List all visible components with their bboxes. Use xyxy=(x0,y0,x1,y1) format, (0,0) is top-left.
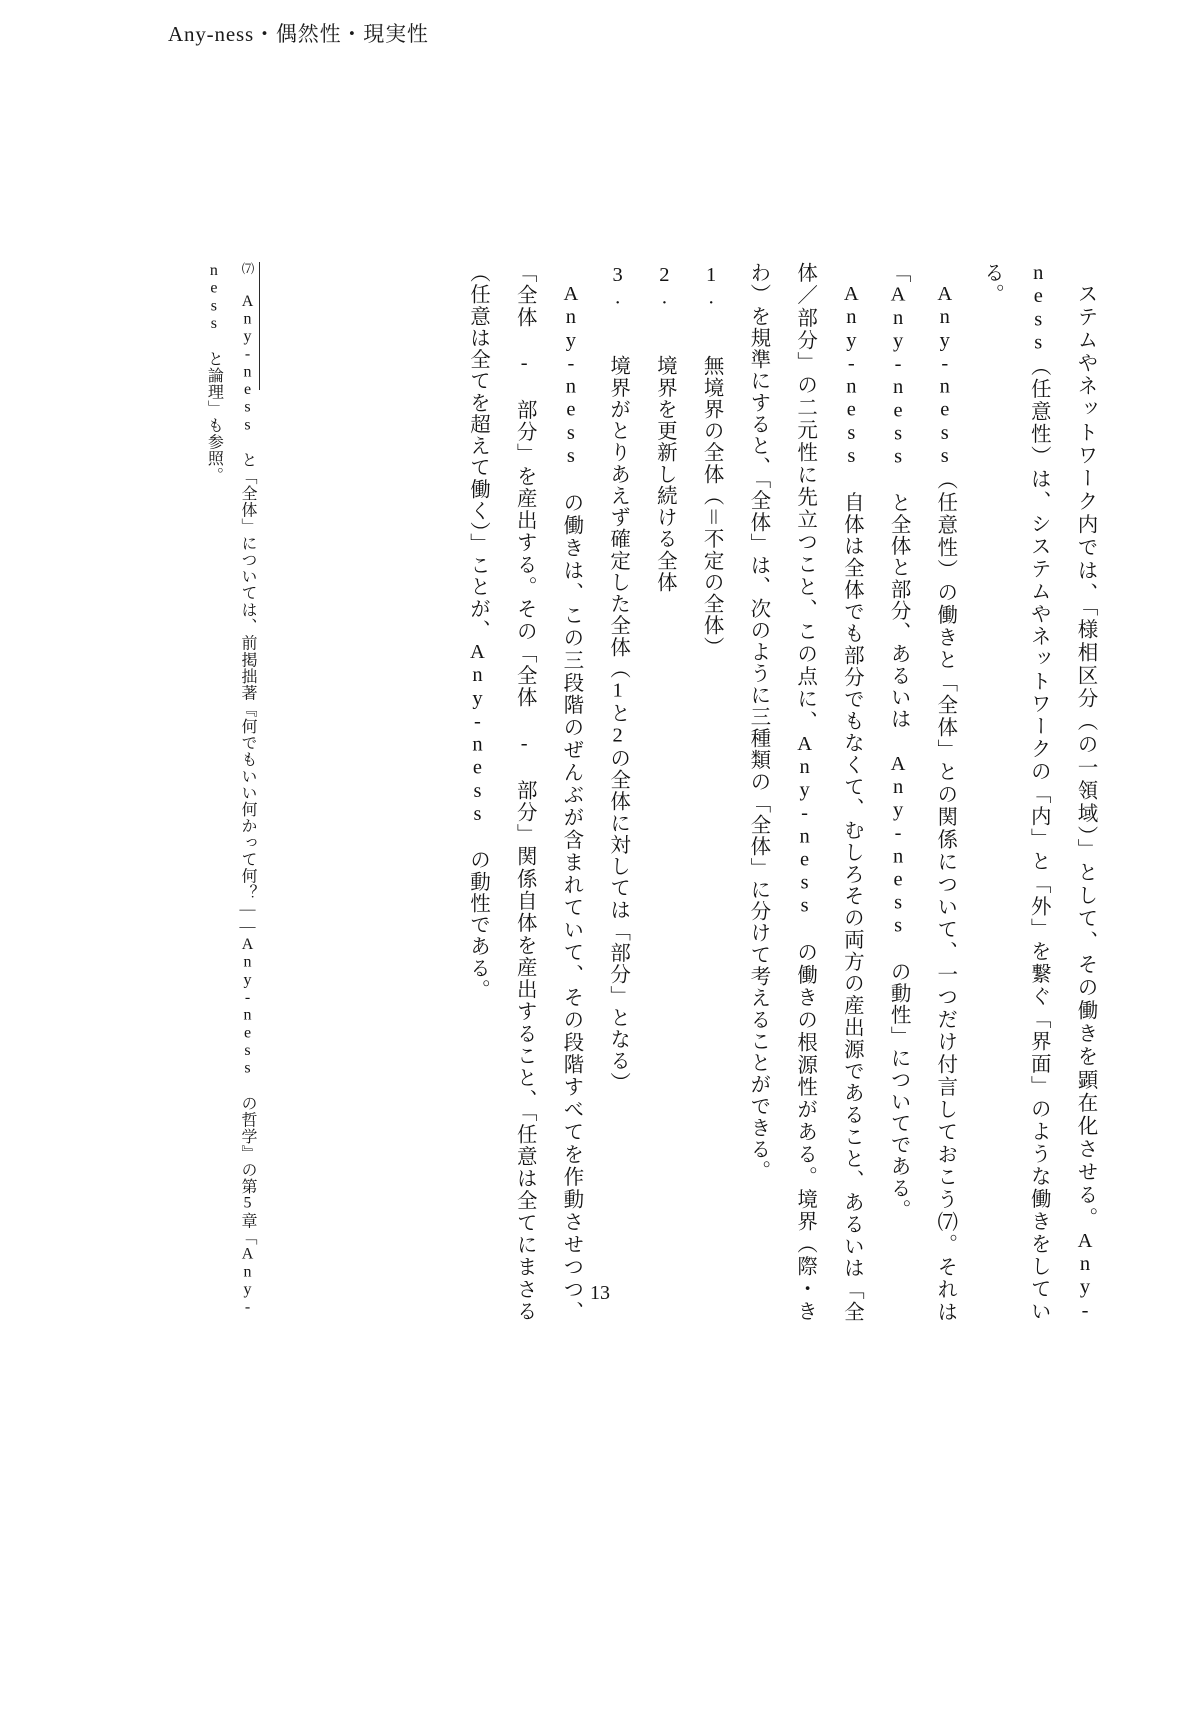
list-item xyxy=(594,262,641,1322)
body-paragraph-4: Any-ness の働きは、この三段階のぜんぶが含まれていて、その段階すべてを作動させつつ、「全体 - 部分」を産出する。その「全体 - 部分」関係自体を産出すること、「任意は全てにまさる（任意は全てを超えて働く）」ことが、Any-ness の動性である。 xyxy=(466,262,582,1322)
footnote-rule xyxy=(259,262,260,390)
list-item-label: 境界を更新し続ける全体 xyxy=(653,355,676,594)
list-item xyxy=(641,262,688,1322)
footnote-block xyxy=(152,262,264,1322)
list-item-number: 1. xyxy=(700,264,723,309)
footnote-entry xyxy=(197,262,264,1322)
body-text-vertical xyxy=(248,262,1108,1322)
body-paragraph-3: Any-ness 自体は全体でも部分でもなくて、むしろその両方の産出源であること、あるいは「全体／部分」の二元性に先立つこと、この点に、Any-ness の働きの根源性がある。境界（際・きわ）を規準にすると、「全体」は、次のように三種類の「全体」に分けて考えることができる。 xyxy=(746,262,863,1322)
body-paragraph-2: Any-ness（任意性）の働きと「全体」との関係について、一つだけ付言しておこう⑺。それは「Any-ness と全体と部分、あるいは Any-ness の動性」についてである。 xyxy=(887,262,956,1322)
footnote-marker: ⑺ xyxy=(240,262,254,276)
list-item-number: 3. xyxy=(606,264,629,309)
list-item-label: 境界がとりあえず確定した全体（1と2の全体に対しては「部分」となる） xyxy=(606,355,629,1094)
list-item xyxy=(687,262,734,1322)
whole-types-list xyxy=(594,262,734,1322)
footnote-text: Any-ness と「全体」については、前掲拙著『何でもいい何かって何？——Any-ness の哲学』の第5章「Any-ness と論理」も参照。 xyxy=(205,262,256,1317)
running-header: Any-ness・偶然性・現実性 xyxy=(168,22,429,46)
page-number: 13 xyxy=(590,1282,610,1304)
list-item-number: 2. xyxy=(653,264,676,309)
body-paragraph-1: ステムやネットワーク内では、「様相区分（の一領域）」として、その働きを顕在化させる。Any-ness（任意性）は、システムやネットワークの「内」と「外」を繋ぐ「界面」のような働きをしている。 xyxy=(980,262,1096,1322)
list-item-label: 無境界の全体（＝不定の全体） xyxy=(700,355,723,658)
